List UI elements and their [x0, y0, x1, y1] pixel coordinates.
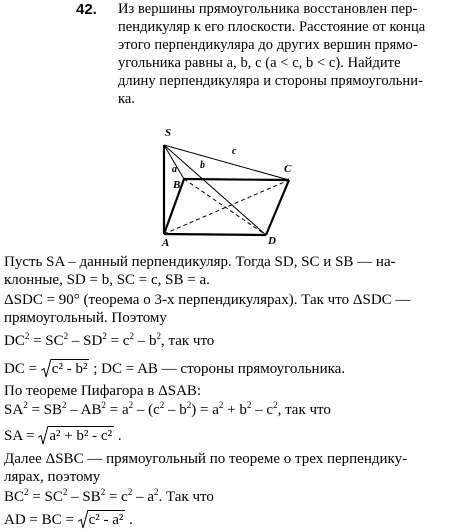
equation-sa: SA = a² + b² - c² . — [4, 428, 122, 444]
label-C: C — [284, 163, 292, 175]
equation-ad-bc: AD = BC = c² - a² . — [4, 512, 133, 528]
problem-line-3: этого перпендикуляра до других вершин прямо- — [118, 37, 418, 53]
label-a: a — [172, 164, 177, 175]
edge-SC — [164, 145, 289, 180]
problem-line-6: ка. — [118, 91, 136, 107]
solution-line-3: ΔSDC = 90° (теорема о 3-х перпендикулярах). Так что ΔSDC — — [4, 292, 411, 308]
equation-sa-squared: $SA^2 = SB^2 - AB^2 = a^2 - (c^2 - b^2) = a^2 + b^2 - c^2$, так что — [4, 400, 331, 418]
label-D: D — [268, 235, 276, 247]
equation-dc: DC = c² - b² ; DC = AB — стороны прямоугольника. — [4, 361, 346, 377]
label-b: b — [200, 160, 205, 171]
solution-line-2: клонные, SD = b, SC = c, SB = a. — [4, 272, 210, 288]
equation-dc-squared: $DC^2 = SC^2 - SD^2 = c^2 - b^2$, так что — [4, 331, 215, 349]
problem-line-1: Из вершины прямоугольника восстановлен пер- — [118, 1, 418, 17]
problem-line-4: угольника равны a, b, c (a < c, b < c). Найдите — [118, 55, 401, 71]
solution-line-11: лярах, поэтому — [4, 469, 101, 485]
problem-line-5: длину перпендикуляра и стороны прямоугольни- — [118, 73, 423, 89]
diagonal-BD — [184, 179, 266, 235]
sqrt-c2-b2: c² - b² — [41, 359, 90, 378]
label-S: S — [165, 127, 172, 139]
problem-line-2: пендикуляр к его плоскости. Расстояние от конца — [118, 19, 426, 35]
problem-number: 42. — [76, 1, 97, 18]
solution-line-4: прямоугольный. Поэтому — [4, 310, 167, 326]
sqrt-c2-a2: c² - a² — [78, 510, 126, 529]
label-B: B — [173, 179, 181, 191]
label-A: A — [162, 237, 170, 249]
solution-line-1: Пусть SA – данный перпендикуляр. Тогда SD, SC и SB — на- — [4, 254, 396, 270]
equation-bc-squared: $BC^2 = SC^2 - SB^2 = c^2 - a^2$. Так что — [4, 487, 214, 505]
edge-AD — [164, 234, 266, 235]
pyramid-figure — [150, 124, 310, 252]
solution-line-7: По теореме Пифагора в ΔSAB: — [4, 383, 202, 399]
sqrt-a2-b2-c2: a² + b² - c² — [38, 426, 114, 445]
label-c: c — [232, 146, 237, 157]
edge-BC — [184, 179, 289, 180]
solution-line-10: Далее ΔSBC — прямоугольный по теореме о трех перпендику- — [4, 451, 408, 467]
